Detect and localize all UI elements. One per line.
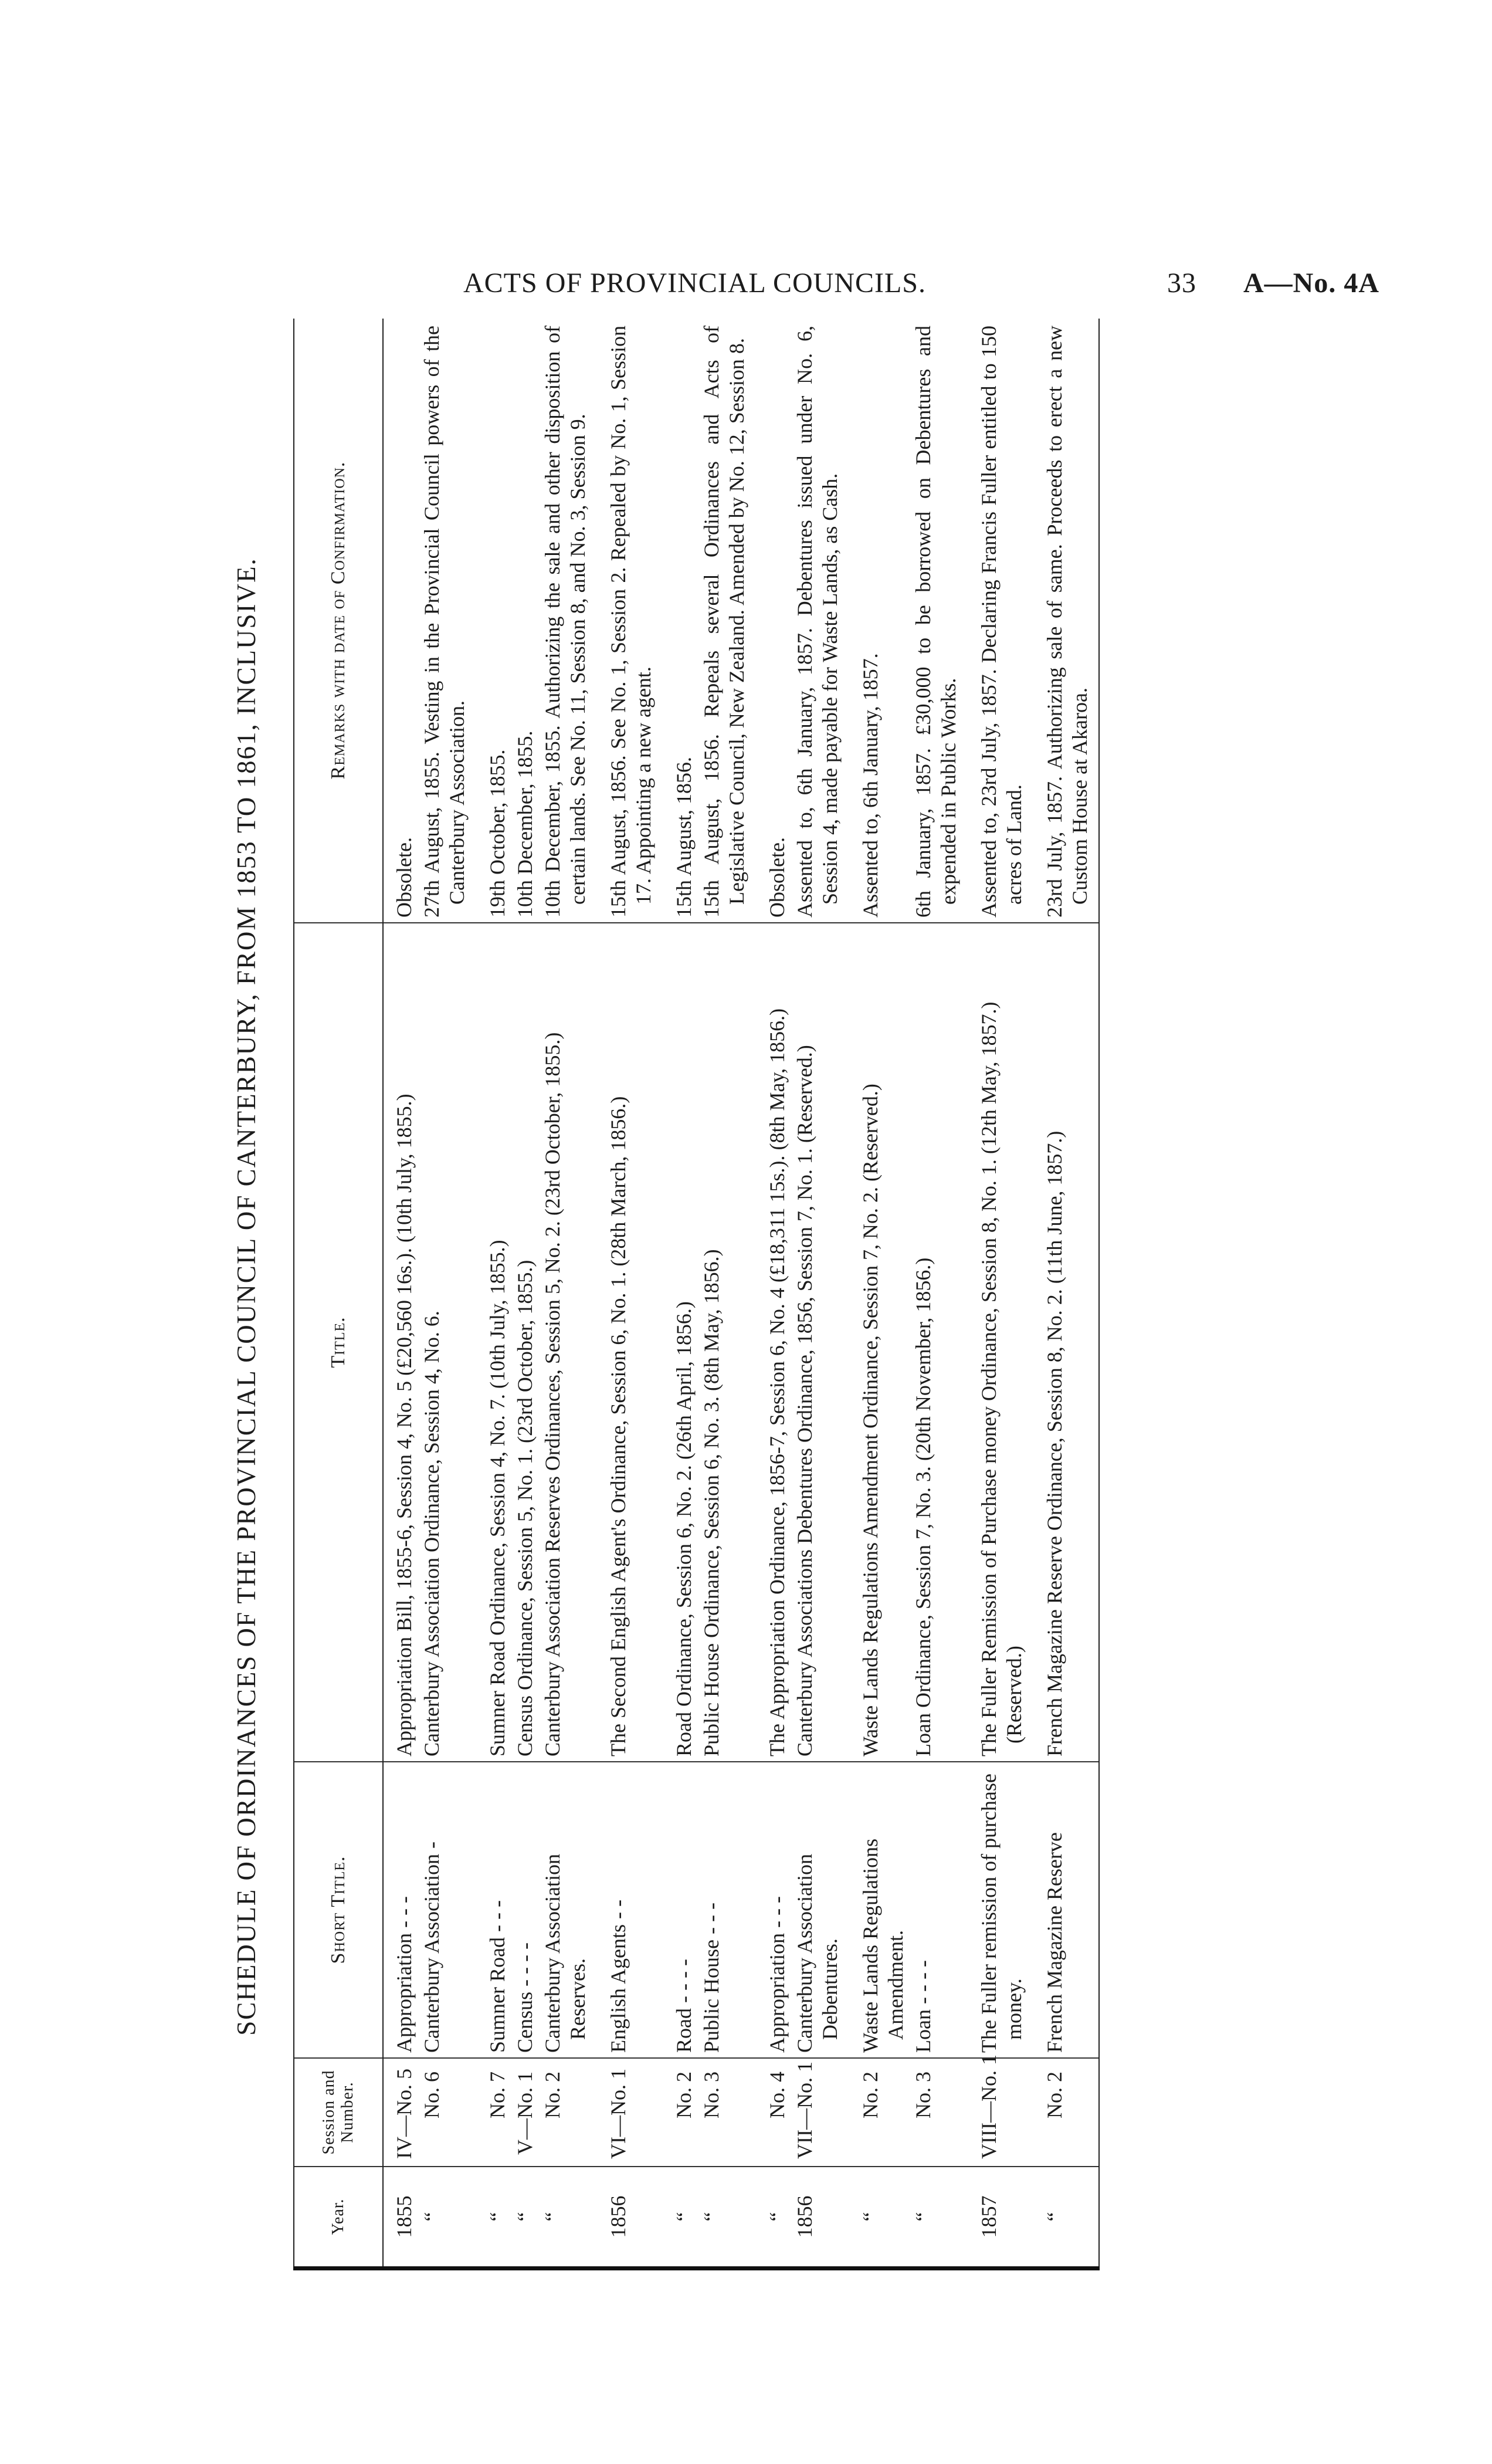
table-row — [657, 319, 698, 2266]
cell-title: Appropriation Bill, 1855-6, Session 4, No. 5 (£20,560 16s.). (10th July, 1855.) — [383, 923, 418, 1762]
cell-title: The Second English Agent's Ordinance, Session 6, No. 1. (28th March, 1856.) — [592, 923, 657, 1762]
cell-session: IV—No. 5 — [383, 2058, 418, 2167]
cell-year: “ — [486, 2212, 509, 2222]
cell-remarks: 10th December, 1855. Authorizing the sale and other disposition of certain lands. See No. 11, Session 8, and No. 3, Session 9. — [539, 319, 592, 923]
ordinance-schedule-table — [293, 319, 1100, 2266]
cell-remarks: 15th August, 1856. See No. 1, Session 2. Repealed by No. 1, Session 17. Appointing a new agent. — [592, 319, 657, 923]
table-row — [1028, 319, 1099, 2266]
cell-session: No. 2 — [539, 2058, 592, 2167]
cell-short-title: Sumner Road - - - — [471, 1762, 511, 2058]
schedule-table-frame — [293, 319, 1100, 2270]
cell-session: V—No. 1 — [511, 2058, 539, 2167]
cell-short-title: Public House - - - — [698, 1762, 751, 2058]
cell-remarks: 15th August, 1856. Repeals several Ordinances and Acts of Legislative Council, New Zealand. Amended by No. 12, Session 8. — [698, 319, 751, 923]
cell-short-title: Waste Lands Regulations Amendment. — [844, 1762, 910, 2058]
cell-short-title: Loan - - - - — [910, 1762, 962, 2058]
table-row — [844, 319, 910, 2266]
cell-short-title: Census - - - - — [511, 1762, 539, 2058]
cell-short-title: Canterbury Association - — [418, 1762, 471, 2058]
cell-session: No. 6 — [418, 2058, 471, 2167]
cell-session: No. 2 — [844, 2058, 910, 2167]
cell-title: Canterbury Association Reserves Ordinances, Session 5, No. 2. (23rd October, 1855.) — [539, 923, 592, 1762]
col-header-year: Year. — [294, 2167, 383, 2266]
cell-session: VIII—No. 1 — [962, 2058, 1028, 2167]
cell-year: 1855 — [392, 2195, 416, 2238]
page-number: 33 — [1167, 268, 1196, 299]
cell-title: Canterbury Association Ordinance, Session 4, No. 6. — [418, 923, 471, 1762]
cell-title: Sumner Road Ordinance, Session 4, No. 7. (10th July, 1855.) — [471, 923, 511, 1762]
cell-session: No. 7 — [471, 2058, 511, 2167]
cell-title: The Fuller Remission of Purchase money Ordinance, Session 8, No. 1. (12th May, 1857.) (Reserved.) — [962, 923, 1028, 1762]
cell-title: French Magazine Reserve Ordinance, Session 8, No. 2. (11th June, 1857.) — [1028, 923, 1099, 1762]
cell-title: Waste Lands Regulations Amendment Ordinance, Session 7, No. 2. (Reserved.) — [844, 923, 910, 1762]
cell-short-title: French Magazine Reserve — [1028, 1762, 1099, 2058]
table-row — [418, 319, 471, 2266]
col-header-title: Title. — [294, 923, 383, 1762]
table-row — [592, 319, 657, 2266]
cell-short-title: English Agents - - — [592, 1762, 657, 2058]
cell-title: Loan Ordinance, Session 7, No. 3. (20th November, 1856.) — [910, 923, 962, 1762]
cell-year: 1857 — [977, 2195, 1001, 2238]
cell-session: No. 3 — [910, 2058, 962, 2167]
cell-remarks: 10th December, 1855. — [511, 319, 539, 923]
col-header-short-title: Short Title. — [294, 1762, 383, 2058]
table-row — [383, 319, 418, 2266]
cell-title: Road Ordinance, Session 6, No. 2. (26th April, 1856.) — [657, 923, 698, 1762]
cell-short-title: Appropriation - - - — [383, 1762, 418, 2058]
cell-year: 1856 — [606, 2195, 630, 2238]
cell-short-title: Road - - - - — [657, 1762, 698, 2058]
schedule-title: SCHEDULE OF ORDINANCES OF THE PROVINCIAL COUNCIL OF CANTERBURY, FROM 1853 TO 1861, INCLUSIVE. — [232, 557, 261, 2036]
cell-title: Canterbury Associations Debentures Ordinance, 1856, Session 7, No. 1. (Reserved.) — [791, 923, 844, 1762]
cell-short-title: Canterbury Association Debentures. — [791, 1762, 844, 2058]
table-header-row — [294, 319, 383, 2266]
table-row — [539, 319, 592, 2266]
running-title: ACTS OF PROVINCIAL COUNCILS. — [463, 268, 926, 299]
cell-remarks: Assented to, 23rd July, 1857. Declaring Francis Fuller entitled to 150 acres of Land. — [962, 319, 1028, 923]
cell-session: No. 2 — [657, 2058, 698, 2167]
paper-reference: A—No. 4A — [1243, 268, 1379, 299]
cell-remarks: Obsolete. — [383, 319, 418, 923]
cell-title: Public House Ordinance, Session 6, No. 3. (8th May, 1856.) — [698, 923, 751, 1762]
table-row — [791, 319, 844, 2266]
rotated-schedule — [223, 323, 1492, 2270]
cell-session: VI—No. 1 — [592, 2058, 657, 2167]
cell-title: The Appropriation Ordinance, 1856-7, Session 6, No. 4 (£18,311 15s.). (8th May, 1856.) — [751, 923, 791, 1762]
cell-year: 1856 — [793, 2195, 816, 2238]
cell-session: VII—No. 1 — [791, 2058, 844, 2167]
table-row — [471, 319, 511, 2266]
cell-remarks: 27th August, 1855. Vesting in the Provincial Council powers of the Canterbury Association. — [418, 319, 471, 923]
cell-year: “ — [765, 2212, 789, 2222]
cell-session: No. 3 — [698, 2058, 751, 2167]
cell-remarks: Assented to, 6th January, 1857. Debentures issued under No. 6, Session 4, made payable for Waste Lands, as Cash. — [791, 319, 844, 923]
running-header — [0, 267, 1492, 302]
cell-short-title: The Fuller remission of purchase money. — [962, 1762, 1028, 2058]
cell-remarks: 19th October, 1855. — [471, 319, 511, 923]
col-header-session: Session and Number. — [294, 2058, 383, 2167]
cell-session: No. 2 — [1028, 2058, 1099, 2167]
cell-session: No. 4 — [751, 2058, 791, 2167]
cell-remarks: 15th August, 1856. — [657, 319, 698, 923]
cell-remarks: 6th January, 1857. £30,000 to be borrowed on Debentures and expended in Public Works. — [910, 319, 962, 923]
table-row — [751, 319, 791, 2266]
cell-remarks: Obsolete. — [751, 319, 791, 923]
cell-year: “ — [859, 2212, 882, 2222]
cell-year: “ — [541, 2212, 564, 2222]
cell-short-title: Canterbury Association Reserves. — [539, 1762, 592, 2058]
cell-year: “ — [513, 2212, 537, 2222]
cell-year: “ — [672, 2212, 696, 2222]
table-row — [698, 319, 751, 2266]
col-header-remarks: Remarks with date of Confirmation. — [294, 319, 383, 923]
cell-year: “ — [700, 2212, 723, 2222]
cell-year: “ — [1028, 2167, 1099, 2266]
table-row — [962, 319, 1028, 2266]
table-row — [511, 319, 539, 2266]
cell-remarks: 23rd July, 1857. Authorizing sale of same. Proceeds to erect a new Custom House at Akaroa. — [1028, 319, 1099, 923]
cell-remarks: Assented to, 6th January, 1857. — [844, 319, 910, 923]
cell-short-title: Appropriation - - - — [751, 1762, 791, 2058]
table-row — [910, 319, 962, 2266]
cell-year: “ — [420, 2212, 443, 2222]
cell-title: Census Ordinance, Session 5, No. 1. (23rd October, 1855.) — [511, 923, 539, 1762]
cell-year: “ — [911, 2212, 935, 2222]
